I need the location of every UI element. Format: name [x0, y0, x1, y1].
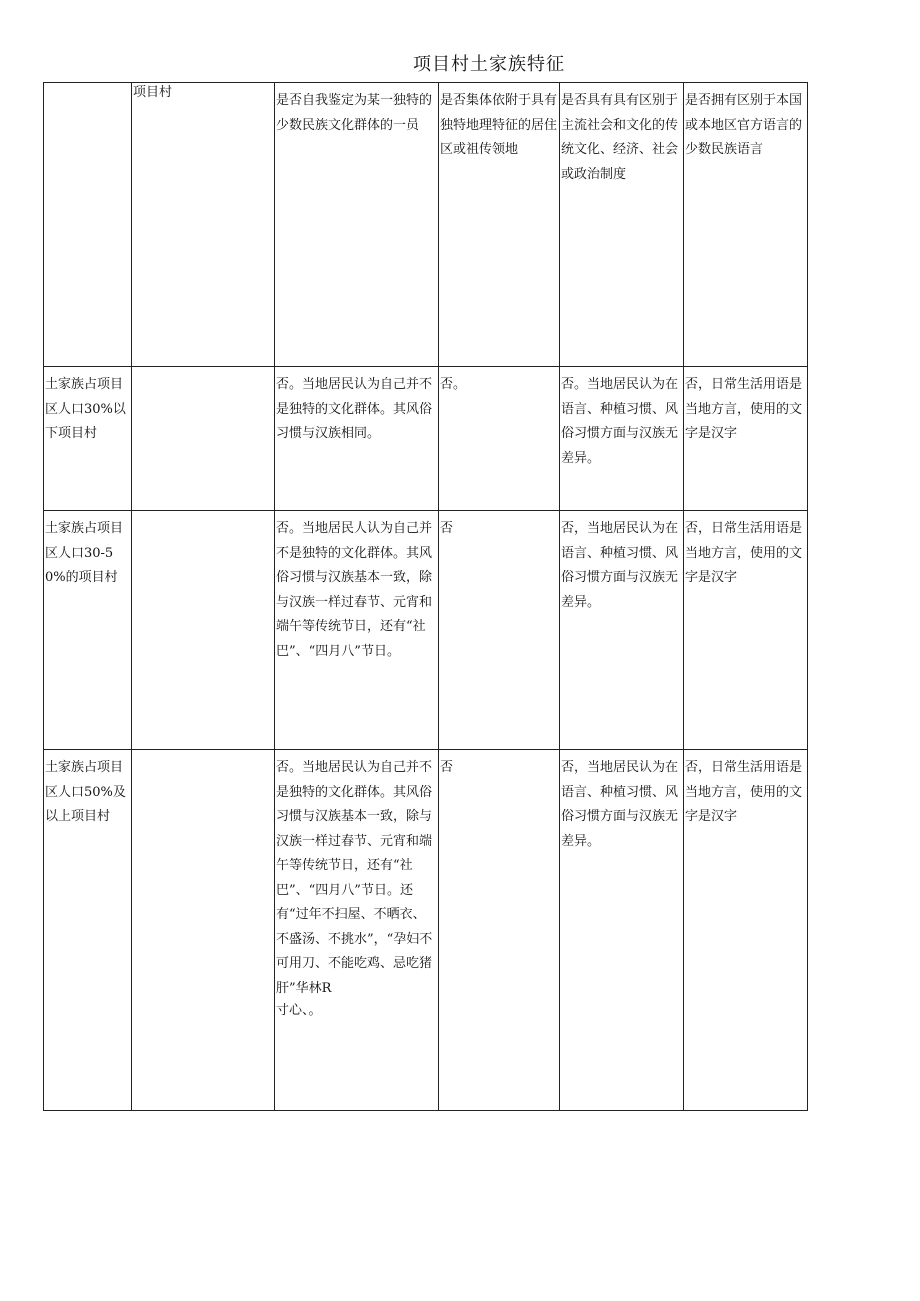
row-identity: 否。当地居民人认为自己并不是独特的文化群体。其风俗习惯与汉族基本一致，除与汉族一样过春节、元宵和端午等传统节日，还有“社巴”、“四月八”节日。: [275, 511, 439, 750]
row-village: [132, 367, 275, 511]
header-cell-language: 是否拥有区别于本国或本地区官方语言的少数民族语言: [684, 83, 808, 367]
row-culture: 否，当地居民认为在语言、种植习惯、风俗习惯方面与汉族无差异。: [560, 750, 684, 1111]
table-header-row: [44, 83, 808, 367]
row-village: [132, 750, 275, 1111]
header-cell-village: 项目村: [132, 83, 275, 367]
row-culture: 否。当地居民认为在语言、种植习惯、风俗习惯方面与汉族无差异。: [560, 367, 684, 511]
row-village: [132, 511, 275, 750]
row-identity: [275, 750, 439, 1111]
table-row: [44, 750, 808, 1111]
row-territory: 否。: [439, 367, 560, 511]
header-cell-blank: [44, 83, 132, 367]
page-title: 项目村土家族特征: [413, 54, 565, 75]
row-language: 否，日常生活用语是当地方言，使用的文字是汉字: [684, 367, 808, 511]
header-cell-culture: 是否具有具有区别于主流社会和文化的传统文化、经济、社会或政治制度: [560, 83, 684, 367]
table-row: [44, 367, 808, 511]
row-language: 否，日常生活用语是当地方言，使用的文字是汉字: [684, 511, 808, 750]
table-row: [44, 511, 808, 750]
row-identity: 否。当地居民认为自己并不是独特的文化群体。其风俗习惯与汉族相同。: [275, 367, 439, 511]
row-culture: 否，当地居民认为在语言、种植习惯、风俗习惯方面与汉族无差异。: [560, 511, 684, 750]
row-category: 土家族占项目区人口30%以下项目村: [44, 367, 132, 511]
row-territory: 否: [439, 750, 560, 1111]
row-identity-text: 否。当地居民认为自己并不是独特的文化群体。其风俗习惯与汉族基本一致，除与汉族一样过春节、元宵和端午等传统节日，还有“社巴”、“四月八”节日。还有“过年不扫屋、不晒衣、不盛汤、不挑水”，“孕妇不可用刀、不能吃鸡、忌吃猪肝”华林R: [276, 760, 433, 996]
row-territory: 否: [439, 511, 560, 750]
row-category: 土家族占项目区人口50%及以上项目村: [44, 750, 132, 1111]
header-cell-territory: 是否集体依附于具有独特地理特征的居住区或祖传领地: [439, 83, 560, 367]
row-language: 否，日常生活用语是当地方言，使用的文字是汉字: [684, 750, 808, 1111]
row-category: 土家族占项目区人口30-50%的项目村: [44, 511, 132, 750]
characteristics-table: [43, 82, 808, 1111]
header-cell-identity: 是否自我鉴定为某一独特的少数民族文化群体的一员: [275, 83, 439, 367]
row-identity-tail: 寸心、。: [276, 1003, 322, 1018]
